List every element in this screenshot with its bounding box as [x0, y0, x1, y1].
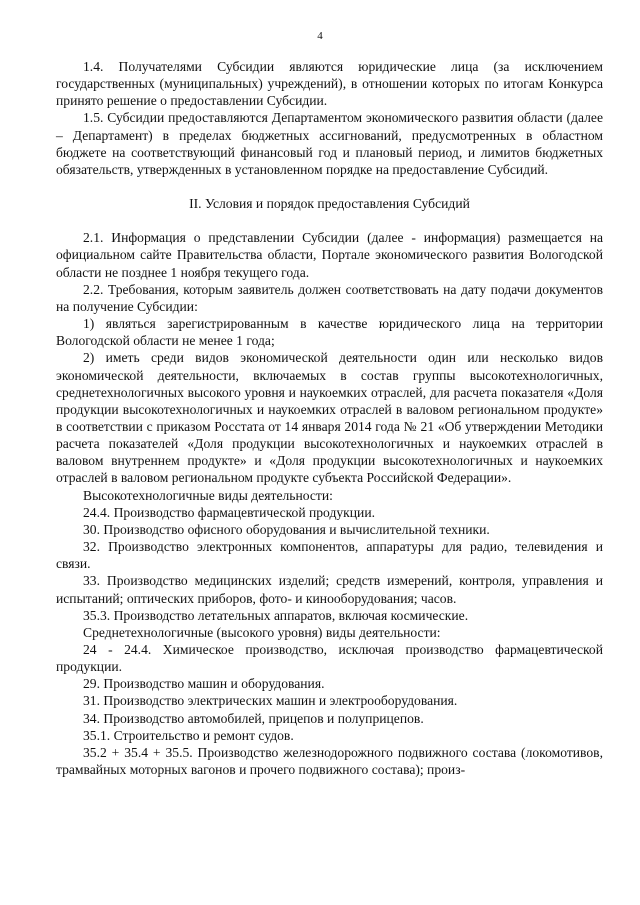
paragraph: 1.5. Субсидии предоставляются Департаментом экономического развития области (далее – Департамент) в пределах бюджетных ассигнований, предусмотренных в областном бюджете на соответствующий финансовый год и плановый период, и лимитов бюджетных обязательств, утвержденных в установленном порядке на предоставление Субсидий. [56, 110, 603, 177]
list-item: 32. Производство электронных компонентов, аппаратуры для радио, телевидения и связи. [56, 539, 603, 572]
document-body [56, 58, 603, 778]
paragraph: Высокотехнологичные виды деятельности: [83, 487, 333, 503]
paragraph: 1) являться зарегистрированным в качестве юридического лица на территории Вологодской области не менее 1 года; [56, 316, 603, 349]
list-item: 24.4. Производство фармацевтической продукции. [83, 504, 376, 520]
list-item: 29. Производство машин и оборудования. [83, 676, 325, 692]
list-item: 24 - 24.4. Химическое производство, исключая производство фармацевтической продукции. [56, 642, 603, 675]
paragraph: 2) иметь среди видов экономической деятельности один или несколько видов экономической деятельности, включаемых в состав группы высокотехнологичных, среднетехнологичных высокого уровня и наукоемких отраслей, для расчета показателя «Доля продукции высокотехнологичных и наукоемких отраслей в валовом региональном продукте» в соответствии с приказом Росстата от 14 января 2014 года № 21 «Об утверждении Методики расчета показателей «Доля продукции высокотехнологичных и наукоемких отраслей в валовом внутреннем продукте» и «Доля продукции высокотехнологичных и наукоемких отраслей в валовом региональном продукте субъекта Российской Федерации». [56, 350, 603, 486]
section-title: II. Условия и порядок предоставления Субсидий [189, 196, 470, 212]
paragraph: 1.4. Получателями Субсидии являются юридические лица (за исключением государственных (муниципальных) учреждений), в отношении которых по итогам Конкурса принято решение о предоставлении Субсидии. [56, 59, 603, 109]
list-item: 31. Производство электрических машин и электрооборудования. [83, 693, 458, 709]
paragraph: 2.2. Требования, которым заявитель должен соответствовать на дату подачи документов на получение Субсидии: [56, 281, 603, 314]
list-item: 30. Производство офисного оборудования и вычислительной техники. [83, 521, 490, 537]
list-item: 35.1. Строительство и ремонт судов. [83, 727, 294, 743]
paragraph: Среднетехнологичные (высокого уровня) виды деятельности: [83, 624, 441, 640]
page-number: 4 [317, 30, 323, 42]
paragraph: 2.1. Информация о представлении Субсидии (далее - информация) размещается на официальном сайте Правительства области, Портале экономического развития Вологодской области не позднее 1 ноября текущего года. [56, 230, 603, 280]
list-item: 33. Производство медицинских изделий; средств измерений, контроля, управления и испытаний; оптических приборов, фото- и кинооборудования; часов. [56, 573, 603, 606]
list-item: 34. Производство автомобилей, прицепов и полуприцепов. [83, 710, 424, 726]
list-item: 35.3. Производство летательных аппаратов, включая космические. [83, 607, 469, 623]
list-item: 35.2 + 35.4 + 35.5. Производство железнодорожного подвижного состава (локомотивов, трамвайных моторных вагонов и прочего подвижного состава); произ- [56, 744, 603, 778]
